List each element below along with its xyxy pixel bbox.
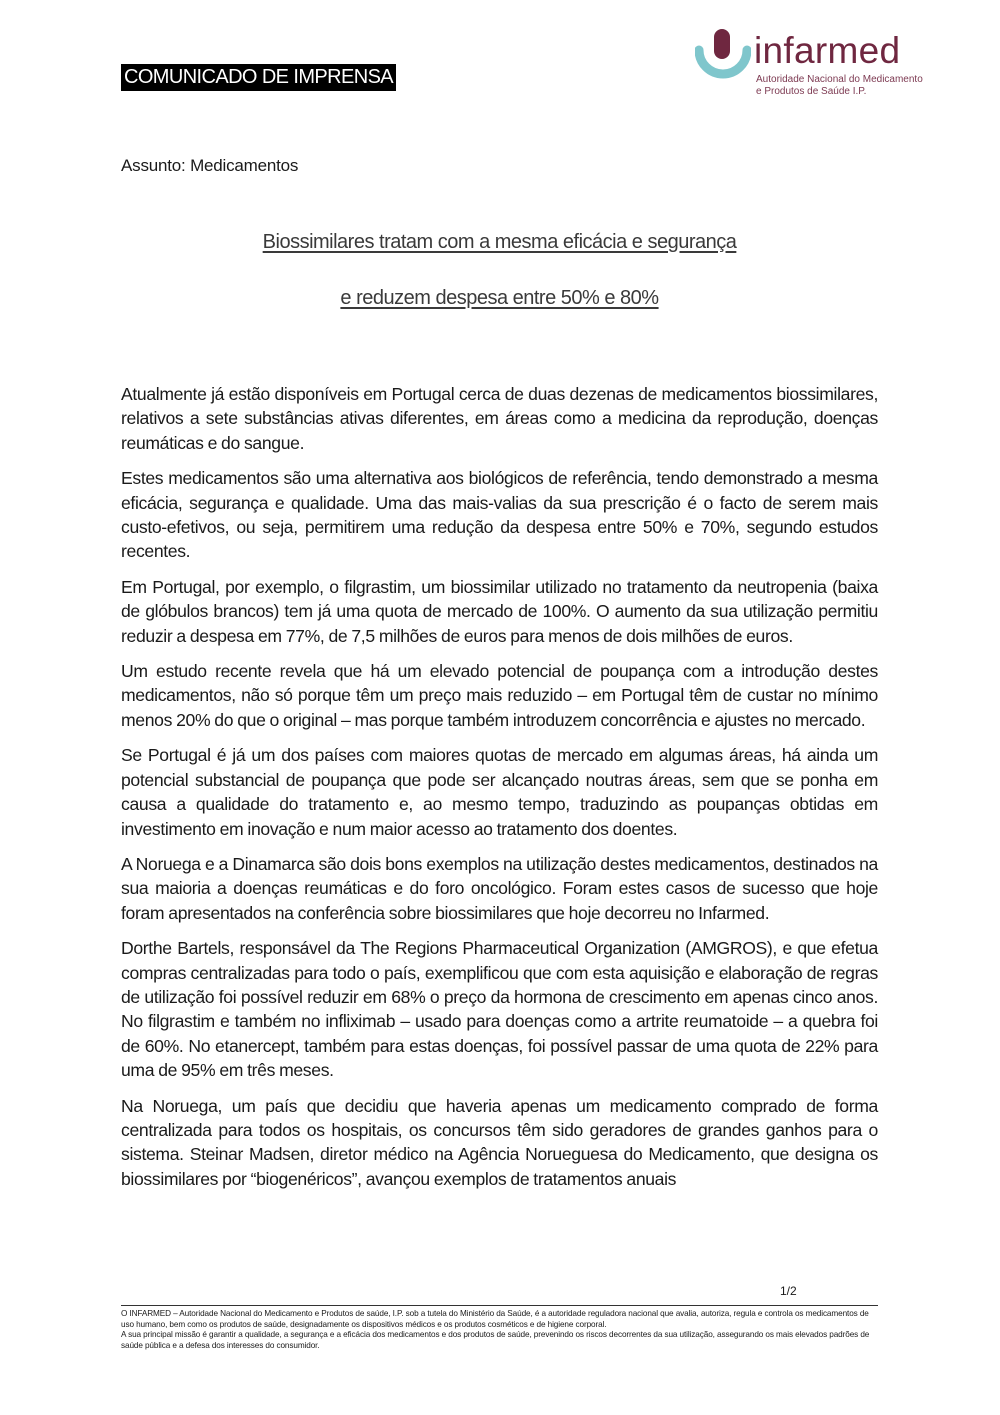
logo-subtitle: Autoridade Nacional do Medicamento e Produtos de Saúde I.P. — [756, 74, 923, 97]
headline-line-2: e reduzem despesa entre 50% e 80% — [340, 287, 659, 309]
paragraph: A Noruega e a Dinamarca são dois bons exemplos na utilização destes medicamentos, destinados na sua maioria a doenças reumáticas e do foro oncológico. Foram estes casos de sucesso que hoje foram apresentados na conferência sobre biossimilares que hoje decorreu no Infarmed. — [121, 853, 878, 923]
press-release-label: COMUNICADO DE IMPRENSA — [121, 64, 396, 91]
paragraph: Um estudo recente revela que há um elevado potencial de poupança com a introdução destes medicamentos, não só porque têm um preço mais reduzido – em Portugal têm de custar no mínimo menos 20% do que o original – mas porque também introduzem concorrência e ajustes no mercado. — [121, 661, 878, 730]
page-number: 1/2 — [780, 1284, 797, 1298]
paragraph: Atualmente já estão disponíveis em Portugal cerca de duas dezenas de medicamentos biossimilares, relativos a sete substâncias ativas diferentes, em áreas como a medicina da reprodução, doenças reumáticas e do sangue. — [121, 384, 878, 453]
infarmed-logo-icon — [695, 28, 751, 84]
paragraph: Em Portugal, por exemplo, o filgrastim, um biossimilar utilizado no tratamento da neutropenia (baixa de glóbulos brancos) tem já uma quota de mercado de 100%. O aumento da sua utilização permitiu reduzir a despesa em 77%, de 7,5 milhões de euros para menos de dois milhões de euros. — [121, 576, 878, 646]
footer-disclaimer — [121, 1309, 881, 1352]
headline-line-1: Biossimilares tratam com a mesma eficácia e segurança — [262, 231, 737, 253]
paragraph: Estes medicamentos são uma alternativa aos biológicos de referência, tendo demonstrado a mesma eficácia, segurança e qualidade. Uma das mais-valias da sua prescrição é o facto de serem mais custo-efetivos, ou seja, permitirem uma redução da despesa entre 50% e 70%, segundo estudos recentes. — [121, 468, 878, 562]
paragraph: Se Portugal é já um dos países com maiores quotas de mercado em algumas áreas, há ainda um potencial substancial de poupança que pode ser alcançado noutras áreas, sem que se ponha em causa a qualidade do tratamento e, ao mesmo tempo, traduzindo as poupanças obtidas em investimento em inovação e num maior acesso ao tratamento dos doentes. — [121, 745, 878, 839]
article-body — [121, 382, 878, 1202]
footer-line: O INFARMED – Autoridade Nacional do Medicamento e Produtos de saúde, I.P. sob a tutela do Ministério da Saúde, é a autoridade reguladora nacional que avalia, autoriza, regula e controla os medicamentos de uso humano, bem como os produtos de saúde, designadamente os dispositivos médicos e os produtos cosméticos e de higiene corporal. — [121, 1309, 869, 1329]
infarmed-logo — [695, 28, 923, 103]
paragraph: Dorthe Bartels, responsável da The Regions Pharmaceutical Organization (AMGROS), e que efetua compras centralizadas para todo o país, exemplificou que com esta aquisição e elaboração de regras de utilização foi possível reduzir em 68% o preço da hormona de crescimento em apenas cinco anos. No filgrastim e também no infliximab – usado para doenças como a artrite reumatoide – a quebra foi de 60%. No etanercept, também para estas doenças, foi possível passar de uma quota de 22% para uma de 95% em três meses. — [121, 938, 878, 1081]
paragraph: Na Noruega, um país que decidiu que haveria apenas um medicamento comprado de forma centralizada para todos os hospitais, os concursos têm sido geradores de grandes ganhos para o sistema. Steinar Madsen, diretor médico na Agência Norueguesa do Medicamento, que designa os biossimilares por “biogenéricos”, avançou exemplos de tratamentos anuais — [121, 1095, 878, 1189]
logo-wordmark: infarmed — [754, 30, 901, 71]
subject-line: Assunto: Medicamentos — [121, 156, 299, 175]
footer-divider — [121, 1305, 878, 1306]
footer-line: A sua principal missão é garantir a qualidade, a segurança e a eficácia dos medicamentos e dos produtos de saúde, prevenindo os riscos decorrentes da sua utilização, assegurando os mais elevados padrões de saúde pública e a defesa dos interesses do consumidor. — [121, 1330, 870, 1351]
